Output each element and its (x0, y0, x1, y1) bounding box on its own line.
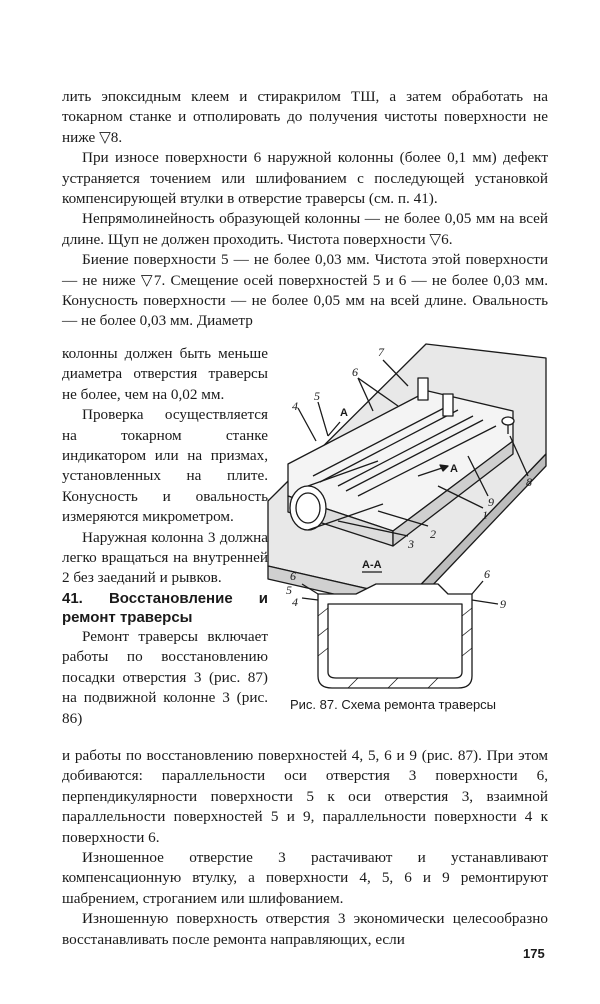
label-4: 4 (292, 399, 298, 413)
label-4-section: 4 (292, 595, 298, 609)
page-number: 175 (523, 946, 545, 961)
label-section-a: A (450, 463, 458, 475)
paragraph: лить эпоксидным клеем и стиракрилом ТШ, а затем обработать на токарном станке и отполировать до получения чистоты поверхности не ниже ▽8. (62, 88, 548, 146)
label-5-section: 5 (286, 583, 292, 597)
paragraph: Изношенную поверхность отверстия 3 экономически целесообразно восстанавливать после ремонта направляющих, если (62, 910, 548, 948)
paragraph: Проверка осуществляется на токарном станке индикатором или на призмах, установленных на плите. Конусность и овальность измеряются микрометром. (62, 406, 268, 526)
section-heading: 41. Восстановление и ремонт траверсы (62, 589, 268, 626)
paragraph: колонны должен быть меньше диаметра отверстия траверсы не более, чем на 0,02 мм. (62, 345, 268, 403)
label-9: 9 (488, 495, 494, 509)
paragraph: Биение поверхности 5 — не более 0,03 мм. Чистота этой поверхности — не ниже ▽7. Смещение осей поверхностей 5 и 6 — не более 0,03 мм. Конусность поверхности — не более 0,05 мм на всей длине. Овальность — не более 0,03 мм. Диаметр (62, 251, 548, 330)
paragraph: Непрямолинейность образующей колонны — не более 0,05 мм на всей длине. Щуп не должен проходить. Чистота поверхности ▽6. (62, 210, 548, 248)
label-1: 1 (482, 508, 488, 522)
label-9-section: 9 (500, 597, 506, 611)
label-6: 6 (352, 365, 358, 379)
paragraph: Наружная колонна 3 должна легко вращаться на внутренней 2 без заеданий и рывков. (62, 528, 268, 587)
label-section-a: A (340, 407, 348, 419)
label-7: 7 (378, 345, 384, 359)
label-8: 8 (526, 475, 532, 489)
left-column-text (62, 344, 268, 729)
paragraph: и работы по восстановлению поверхностей 4, 5, 6 и 9 (рис. 87). При этом добиваются: параллельности оси отверстия 3 поверхности 6, перпендикулярности поверхности 5 к оси отверстия 3, взаимной параллельности поверхностей 5 и 9, параллельности поверхности 4 к поверхности 6. (62, 747, 548, 846)
figure-87-traverse-diagram (258, 336, 558, 701)
figure-caption: Рис. 87. Схема ремонта траверсы (290, 697, 497, 712)
bottom-text-block (62, 746, 548, 950)
post (418, 378, 428, 400)
label-6-section: 6 (484, 567, 490, 581)
label-2: 2 (430, 527, 436, 541)
top-text-block (62, 87, 548, 332)
label-3: 3 (408, 537, 414, 551)
label-6-section: 6 (290, 569, 296, 583)
paragraph: При износе поверхности 6 наружной колонны (более 0,1 мм) дефект устраняется точением или шлифованием с последующей установкой компенсирующей втулки в отверстие траверсы (см. п. 41). (62, 149, 548, 208)
paragraph: Ремонт траверсы включает работы по восстановлению посадки отверстия 3 (рис. 87) на подвижной колонне 3 (рис. 86) (62, 627, 268, 727)
post (443, 394, 453, 416)
label-5: 5 (314, 389, 320, 403)
paragraph: Изношенное отверстие 3 растачивают и устанавливают компенсационную втулку, а поверхности 4, 5, 6 и 9 ремонтируют шабрением, строганием или шлифованием. (62, 849, 548, 907)
section-title: А-А (362, 559, 382, 571)
